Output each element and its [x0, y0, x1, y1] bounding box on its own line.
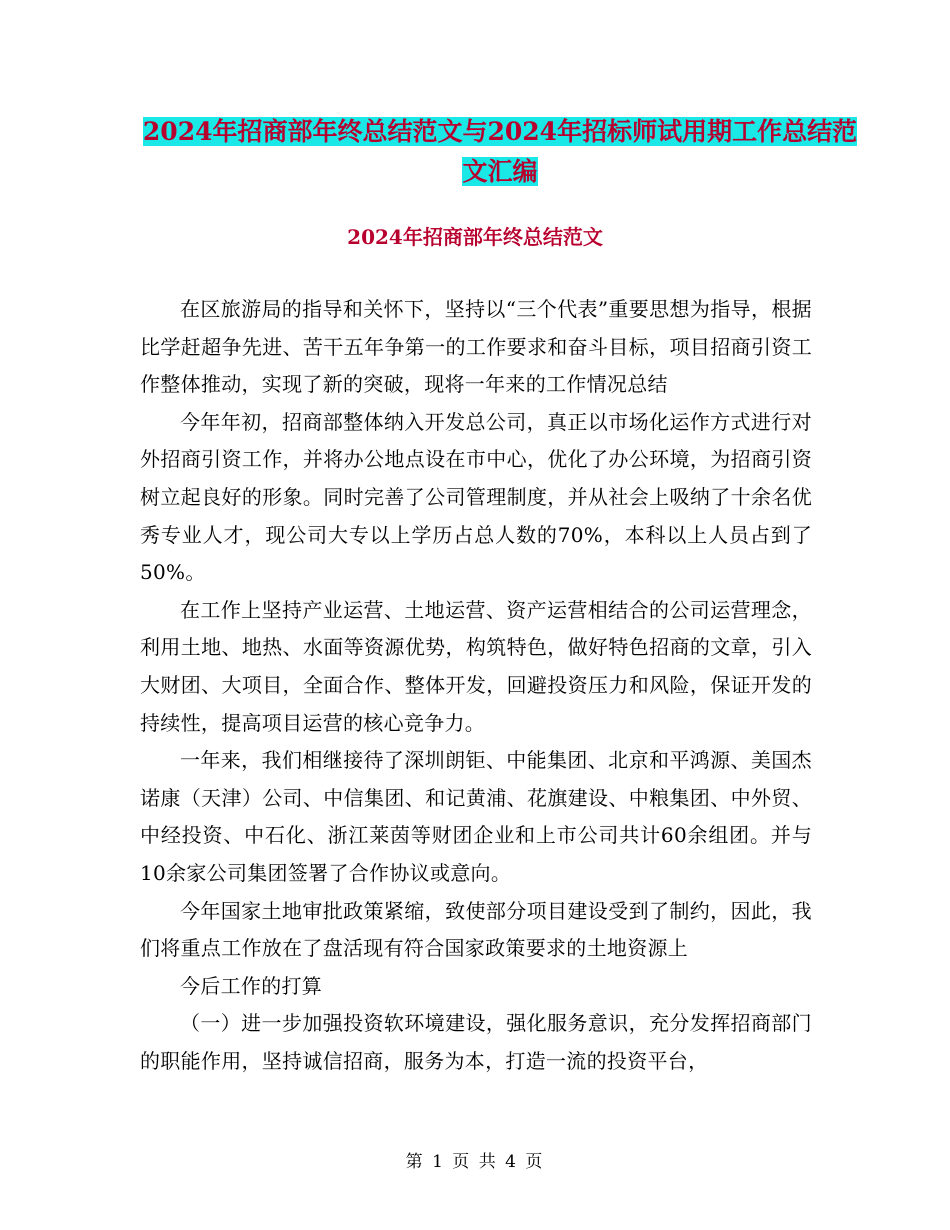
paragraph: 一年来，我们相继接待了深圳朗钜、中能集团、北京和平鸿源、美国杰诺康（天津）公司、中信集团、和记黄浦、花旗建设、中粮集团、中外贸、中经投资、中石化、浙江莱茵等财团企业和上市公司共计60余组团。并与10余家公司集团签署了合作协议或意向。 [140, 748, 812, 885]
paragraph: 今年年初，招商部整体纳入开发总公司，真正以市场化运作方式进行对外招商引资工作，并将办公地点设在市中心，优化了办公环境，为招商引资树立起良好的形象。同时完善了公司管理制度，并从社会上吸纳了十余名优秀专业人才，现公司大专以上学历占总人数的70%，本科以上人员占到了50%。 [140, 409, 812, 585]
paragraph: 在区旅游局的指导和关怀下，坚持以“三个代表”重要思想为指导，根据比学赶超争先进、苦干五年争第一的工作要求和奋斗目标，项目招商引资工作整体推动，实现了新的突破，现将一年来的工作情况总结 [140, 297, 812, 397]
document-body [140, 291, 812, 1080]
page-number-footer: 第 1 页 共 4 页 [405, 1152, 545, 1172]
paragraph: 今年国家土地审批政策紧缩，致使部分项目建设受到了制约，因此，我们将重点工作放在了盘活现有符合国家政策要求的土地资源上 [140, 898, 812, 961]
paragraph: 今后工作的打算 [180, 973, 323, 998]
document-title [140, 112, 860, 192]
document-title-text: 2024年招商部年终总结范文与2024年招标师试用期工作总结范文汇编 [142, 117, 858, 186]
paragraph: （一）进一步加强投资软环境建设，强化服务意识，充分发挥招商部门的职能作用，坚持诚信招商，服务为本，打造一流的投资平台， [140, 1011, 812, 1073]
paragraph: 在工作上坚持产业运营、土地运营、资产运营相结合的公司运营理念，利用土地、地热、水面等资源优势，构筑特色，做好特色招商的文章，引入大财团、大项目，全面合作、整体开发，回避投资压力和风险，保证开发的持续性，提高项目运营的核心竞争力。 [140, 597, 812, 735]
section-title: 2024年招商部年终总结范文 [347, 225, 603, 249]
